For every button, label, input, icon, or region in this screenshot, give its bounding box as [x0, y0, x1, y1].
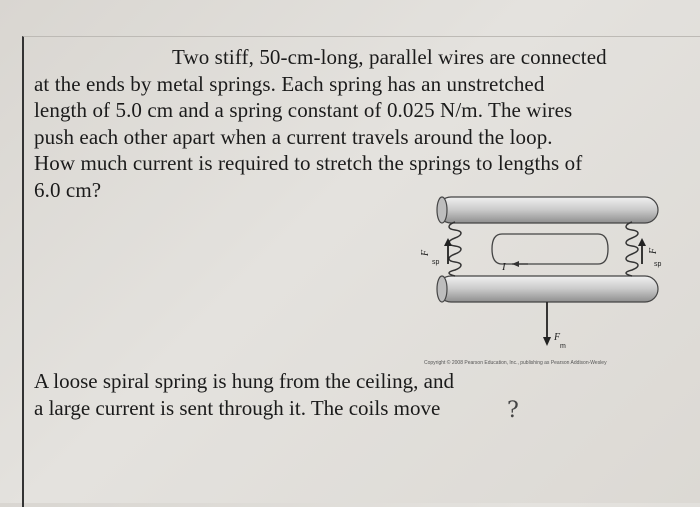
magnetic-force-sub: m [560, 343, 566, 350]
second-problem-text [34, 368, 654, 422]
top-wire [437, 197, 658, 223]
left-spring [449, 222, 461, 276]
second-problem-line: a large current is sent through it. The coils move [34, 396, 441, 420]
left-force-sub: sp [432, 259, 440, 266]
left-force-label: F [420, 249, 431, 256]
current-loop [492, 234, 608, 264]
magnetic-force-arrowhead [543, 337, 551, 346]
problem-line: How much current is required to stretch the springs to lengths of [34, 151, 583, 175]
handwritten-question-mark: ? [507, 398, 519, 423]
problem-text [34, 44, 674, 203]
problem-line: 6.0 cm? [34, 177, 102, 202]
problem-line: length of 5.0 cm and a spring constant of 0.025 N/m. The wires [34, 98, 573, 122]
problem-line: Two stiff, 50-cm-long, parallel wires are connected [172, 45, 607, 69]
problem-line: push each other apart when a current travels around the loop. [34, 124, 553, 149]
right-spring [626, 222, 638, 276]
right-force-label: F [648, 247, 659, 254]
right-force-sub: sp [654, 261, 662, 268]
bottom-wire [437, 276, 658, 302]
magnetic-force-label: F [554, 332, 561, 343]
right-force-arrowhead [638, 238, 646, 246]
current-label: I [502, 261, 506, 273]
current-arrowhead [512, 261, 519, 267]
second-problem-line: A loose spiral spring is hung from the ceiling, and [34, 369, 454, 393]
problem-line: at the ends by metal springs. Each spring has an unstretched [34, 71, 545, 96]
wire-spring-figure [410, 192, 670, 372]
copyright-notice: Copyright © 2008 Pearson Education, Inc., publishing as Pearson Addison-Wesley [424, 360, 607, 366]
